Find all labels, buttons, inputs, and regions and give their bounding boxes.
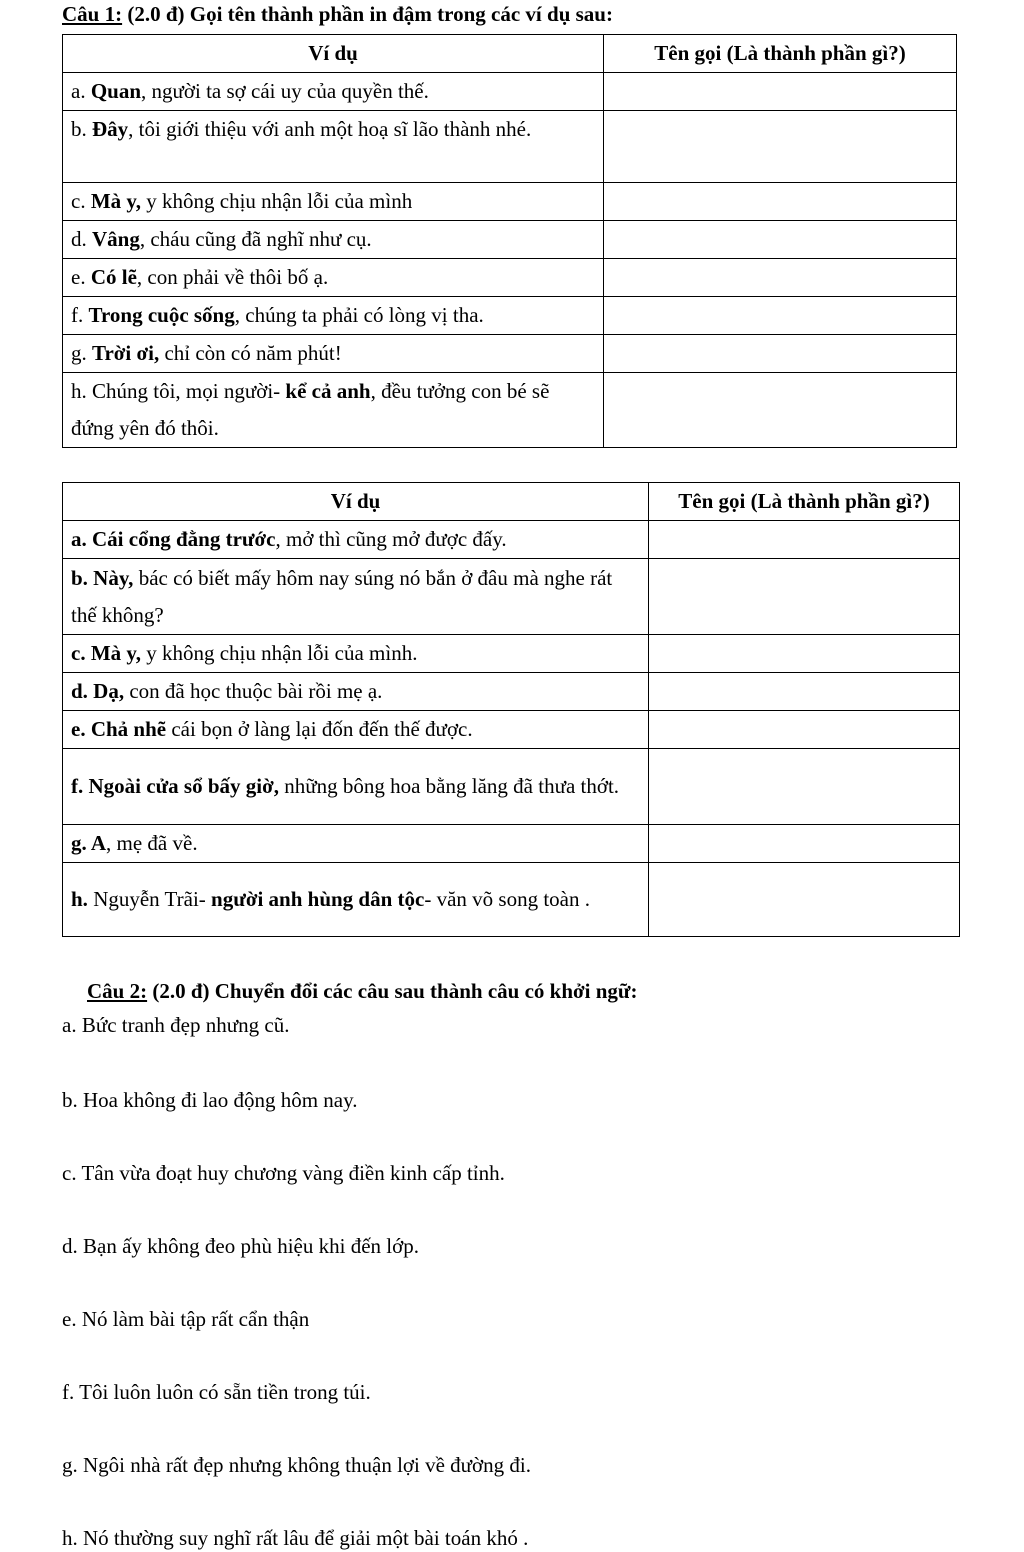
table-row [63, 863, 960, 937]
table-1-header-example: Ví dụ [63, 35, 604, 73]
answer-cell[interactable] [649, 673, 960, 711]
sentence-e: e. Nó làm bài tập rất cẩn thận [62, 1307, 310, 1331]
table-row [63, 673, 960, 711]
example-cell: b. Này, bác có biết mấy hôm nay súng nó bắn ở đâu mà nghe rát thế không? [63, 559, 649, 635]
answer-cell[interactable] [649, 521, 960, 559]
sentence-c: c. Tân vừa đoạt huy chương vàng điền kinh cấp tỉnh. [62, 1161, 505, 1185]
answer-cell[interactable] [649, 825, 960, 863]
answer-cell[interactable] [604, 259, 957, 297]
sentence-g: g. Ngôi nhà rất đẹp nhưng không thuận lợi về đường đi. [62, 1453, 531, 1477]
answer-cell[interactable] [604, 373, 957, 448]
example-cell: c. Mà y, y không chịu nhận lỗi của mình [63, 183, 604, 221]
table-row [63, 183, 957, 221]
table-row [63, 221, 957, 259]
example-cell: a. Quan, người ta sợ cái uy của quyền thế. [63, 73, 604, 111]
question-1-label: Câu 1: [62, 2, 123, 26]
table-row [63, 335, 957, 373]
sentence-f: f. Tôi luôn luôn có sẵn tiền trong túi. [62, 1380, 371, 1404]
answer-cell[interactable] [649, 711, 960, 749]
example-cell: h. Chúng tôi, mọi người- kể cả anh, đều tưởng con bé sẽ đứng yên đó thôi. [63, 373, 604, 448]
table-row [63, 559, 960, 635]
answer-cell[interactable] [604, 111, 957, 183]
answer-cell[interactable] [604, 183, 957, 221]
question-2-heading [87, 981, 638, 1002]
sentence-b: b. Hoa không đi lao động hôm nay. [62, 1088, 358, 1112]
example-table-1 [62, 34, 957, 448]
table-1-header-answer: Tên gọi (Là thành phần gì?) [604, 35, 957, 73]
example-cell: g. Trời ơi, chỉ còn có năm phút! [63, 335, 604, 373]
example-cell: e. Có lẽ, con phải về thôi bố ạ. [63, 259, 604, 297]
sentence-d: d. Bạn ấy không đeo phù hiệu khi đến lớp. [62, 1234, 419, 1258]
example-cell: b. Đây, tôi giới thiệu với anh một hoạ sĩ lão thành nhé. [63, 111, 604, 183]
example-cell: d. Vâng, cháu cũng đã nghĩ như cụ. [63, 221, 604, 259]
table-2-header-row [63, 483, 960, 521]
question-1-heading [62, 4, 613, 25]
example-cell: c. Mà y, y không chịu nhận lỗi của mình. [63, 635, 649, 673]
answer-cell[interactable] [604, 335, 957, 373]
table-row [63, 521, 960, 559]
table-row [63, 111, 957, 183]
answer-cell[interactable] [649, 635, 960, 673]
example-cell: a. Cái cổng đằng trước, mở thì cũng mở được đấy. [63, 521, 649, 559]
table-row [63, 373, 957, 448]
answer-cell[interactable] [604, 221, 957, 259]
table-row [63, 73, 957, 111]
example-cell: e. Chả nhẽ cái bọn ở làng lại đốn đến thế được. [63, 711, 649, 749]
table-row [63, 635, 960, 673]
answer-cell[interactable] [649, 863, 960, 937]
example-cell: d. Dạ, con đã học thuộc bài rồi mẹ ạ. [63, 673, 649, 711]
answer-cell[interactable] [649, 749, 960, 825]
example-cell: f. Trong cuộc sống, chúng ta phải có lòng vị tha. [63, 297, 604, 335]
answer-cell[interactable] [649, 559, 960, 635]
answer-cell[interactable] [604, 73, 957, 111]
table-2-header-answer: Tên gọi (Là thành phần gì?) [649, 483, 960, 521]
sentence-h: h. Nó thường suy nghĩ rất lâu để giải một bài toán khó . [62, 1526, 529, 1550]
table-row [63, 749, 960, 825]
table-2-header-example: Ví dụ [63, 483, 649, 521]
table-row [63, 297, 957, 335]
answer-cell[interactable] [604, 297, 957, 335]
question-2-text: (2.0 đ) Chuyển đổi các câu sau thành câu có khởi ngữ: [147, 979, 638, 1003]
table-row [63, 259, 957, 297]
example-table-2 [62, 482, 960, 937]
sentence-a: a. Bức tranh đẹp nhưng cũ. [62, 1013, 290, 1037]
table-1-header-row [63, 35, 957, 73]
example-cell: h. Nguyễn Trãi- người anh hùng dân tộc- văn võ song toàn . [63, 863, 649, 937]
question-2-label: Câu 2: [87, 979, 148, 1003]
example-cell: f. Ngoài cửa sổ bấy giờ, những bông hoa bằng lăng đã thưa thớt. [63, 749, 649, 825]
table-row [63, 711, 960, 749]
question-1-text: (2.0 đ) Gọi tên thành phần in đậm trong các ví dụ sau: [122, 2, 613, 26]
table-row [63, 825, 960, 863]
example-cell: g. A, mẹ đã về. [63, 825, 649, 863]
